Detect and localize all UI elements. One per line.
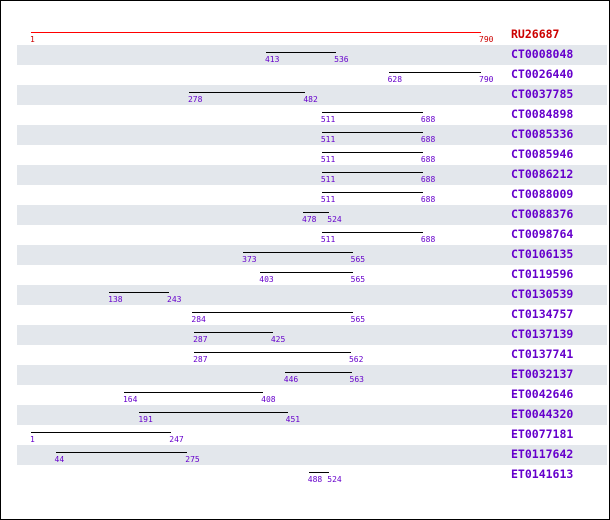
sequence-id[interactable]: ET0141613	[511, 467, 574, 481]
start-position: 511	[320, 235, 336, 244]
alignment-row	[17, 85, 607, 105]
start-position: 373	[242, 255, 257, 264]
end-position: 688	[420, 195, 436, 204]
sequence-id[interactable]: CT0084898	[511, 107, 574, 121]
sequence-id[interactable]: CT0137139	[511, 327, 574, 341]
alignment-row	[17, 65, 607, 85]
alignment-coverage-line	[260, 272, 352, 273]
sequence-id[interactable]: CT0119596	[511, 267, 574, 281]
alignment-row	[17, 305, 607, 325]
start-position: 164	[122, 395, 138, 404]
alignment-row	[17, 125, 607, 145]
end-position: 565	[350, 255, 366, 264]
alignment-coverage-line	[139, 412, 287, 413]
start-position: 413	[264, 55, 280, 64]
sequence-id[interactable]: CT0098764	[511, 227, 574, 241]
end-position: 536	[334, 55, 349, 64]
sequence-id[interactable]: ET0042646	[511, 387, 574, 401]
start-position: 511	[320, 135, 336, 144]
alignment-row	[17, 345, 607, 365]
start-position: 191	[138, 415, 153, 424]
start-position: 403	[259, 275, 274, 284]
end-position: 524	[327, 215, 342, 224]
alignment-coverage-line	[322, 232, 423, 233]
sequence-id[interactable]: ET0032137	[511, 367, 574, 381]
end-position: 688	[420, 115, 436, 124]
sequence-id[interactable]: ET0044320	[511, 407, 574, 421]
end-position: 565	[350, 315, 366, 324]
start-position: 511	[320, 175, 336, 184]
sequence-id[interactable]: CT0037785	[511, 87, 574, 101]
end-position: 563	[349, 375, 364, 384]
end-position: 247	[169, 435, 184, 444]
end-position: 565	[350, 275, 366, 284]
alignment-row	[17, 425, 607, 445]
sequence-id[interactable]: CT0137741	[511, 347, 574, 361]
start-position: 511	[320, 115, 336, 124]
end-position: 524	[327, 475, 342, 484]
start-position: 44	[54, 455, 65, 464]
alignment-coverage-line	[322, 172, 423, 173]
alignment-row	[17, 285, 607, 305]
sequence-id[interactable]: ET0077181	[511, 427, 574, 441]
alignment-row	[17, 465, 607, 485]
end-position: 482	[303, 95, 318, 104]
start-position: 446	[283, 375, 299, 384]
sequence-id[interactable]: CT0086212	[511, 167, 574, 181]
end-position: 451	[285, 415, 301, 424]
reference-id[interactable]: RU26687	[511, 27, 560, 41]
end-position: 688	[420, 235, 436, 244]
alignment-row	[17, 145, 607, 165]
alignment-coverage-line	[194, 332, 273, 333]
alignment-row	[17, 325, 607, 345]
alignment-row	[17, 405, 607, 425]
end-position: 688	[420, 135, 436, 144]
end-position: 688	[420, 155, 436, 164]
alignment-coverage-line	[124, 392, 263, 393]
alignment-row	[17, 105, 607, 125]
start-position: 628	[387, 75, 403, 84]
alignment-coverage-line	[309, 472, 330, 473]
sequence-id[interactable]: CT0106135	[511, 247, 574, 261]
end-position: 275	[185, 455, 200, 464]
alignment-coverage-line	[266, 52, 336, 53]
alignment-row	[17, 45, 607, 65]
sequence-id[interactable]: ET0117642	[511, 447, 574, 461]
alignment-coverage-line	[243, 252, 353, 253]
alignment-coverage-line	[285, 372, 352, 373]
sequence-id[interactable]: CT0026440	[511, 67, 574, 81]
end-position: 790	[479, 35, 494, 44]
start-position: 511	[320, 195, 336, 204]
alignment-coverage-line	[31, 432, 171, 433]
alignment-row	[17, 165, 607, 185]
start-position: 511	[320, 155, 336, 164]
sequence-id[interactable]: CT0008048	[511, 47, 574, 61]
start-position: 287	[193, 355, 208, 364]
start-position: 1	[30, 435, 35, 444]
alignment-coverage-line	[303, 212, 329, 213]
alignment-coverage-line	[109, 292, 169, 293]
end-position: 425	[270, 335, 286, 344]
alignment-row	[17, 445, 607, 465]
sequence-id[interactable]: CT0130539	[511, 287, 574, 301]
alignment-coverage-line	[322, 112, 423, 113]
end-position: 408	[261, 395, 276, 404]
end-position: 243	[167, 295, 182, 304]
reference-coverage-line	[31, 32, 481, 33]
alignment-row	[17, 225, 607, 245]
alignment-coverage-line	[192, 312, 352, 313]
alignment-coverage-line	[389, 72, 481, 73]
end-position: 688	[420, 175, 436, 184]
alignment-row	[17, 205, 607, 225]
sequence-id[interactable]: CT0134757	[511, 307, 574, 321]
start-position: 287	[193, 335, 208, 344]
alignment-row	[17, 265, 607, 285]
alignment-row	[17, 245, 607, 265]
start-position: 488	[307, 475, 323, 484]
reference-row	[17, 25, 607, 45]
start-position: 278	[187, 95, 203, 104]
sequence-id[interactable]: CT0085946	[511, 147, 574, 161]
start-position: 138	[108, 295, 123, 304]
alignment-row	[17, 185, 607, 205]
alignment-coverage-line	[322, 132, 423, 133]
end-position: 562	[348, 355, 364, 364]
alignment-coverage-line	[322, 152, 423, 153]
alignment-coverage-line	[56, 452, 188, 453]
alignment-coverage-line	[189, 92, 305, 93]
start-position: 1	[30, 35, 35, 44]
sequence-id[interactable]: CT0088376	[511, 207, 574, 221]
end-position: 790	[479, 75, 494, 84]
sequence-id[interactable]: CT0085336	[511, 127, 574, 141]
start-position: 284	[191, 315, 206, 324]
alignment-coverage-line	[322, 192, 423, 193]
start-position: 478	[302, 215, 317, 224]
alignment-row	[17, 385, 607, 405]
sequence-id[interactable]: CT0088009	[511, 187, 574, 201]
alignment-row	[17, 365, 607, 385]
alignment-coverage-line	[194, 352, 351, 353]
